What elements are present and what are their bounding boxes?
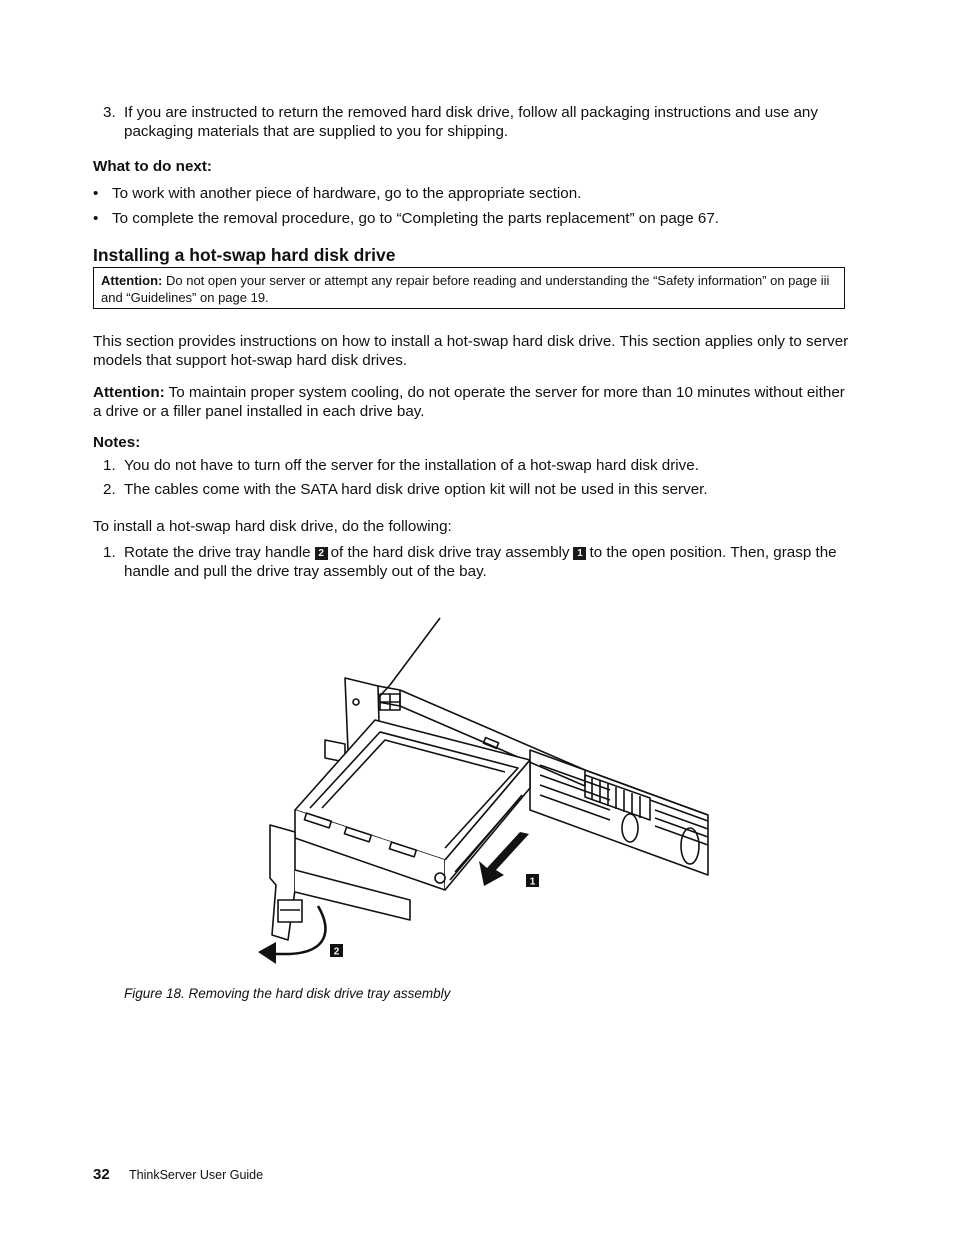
- what-next-heading: What to do next:: [93, 158, 212, 175]
- attention-label: Attention:: [101, 273, 163, 288]
- note-item: [93, 456, 853, 475]
- step-number: 1.: [103, 544, 116, 561]
- bullet-item: [93, 184, 853, 203]
- footer-title: ThinkServer User Guide: [129, 1168, 264, 1182]
- figure-callout-1: 1: [529, 876, 536, 888]
- attention-label: Attention:: [93, 384, 165, 401]
- note-text: The cables come with the SATA hard disk drive option kit will not be used in this server.: [124, 481, 708, 498]
- step-text-b: of the hard disk drive tray assembly: [330, 544, 570, 561]
- callout-badge-2: 2: [315, 547, 328, 560]
- note-item: [93, 480, 853, 499]
- bullet-item: [93, 209, 853, 228]
- bullet-icon: •: [93, 210, 99, 227]
- bullet-text: To work with another piece of hardware, go to the appropriate section.: [112, 185, 582, 202]
- callout-badge-1: 1: [573, 547, 586, 560]
- intro-paragraph: This section provides instructions on how to install a hot-swap hard disk drive. This section applies only to server models that support hot-swap hard disk drives.: [93, 333, 849, 369]
- figure-caption: Figure 18. Removing the hard disk drive tray assembly: [124, 986, 451, 1001]
- step-3: [93, 103, 853, 141]
- step-text-c: to the open position. Then, grasp the handle and pull the drive tray assembly out of the bay.: [124, 544, 837, 580]
- attention-callout: [93, 267, 845, 309]
- notes-heading: Notes:: [93, 434, 141, 451]
- bullet-icon: •: [93, 185, 99, 202]
- step-text-a: Rotate the drive tray handle: [124, 544, 311, 561]
- attention-text: To maintain proper system cooling, do not operate the server for more than 10 minutes without either a drive or a filler panel installed in each drive bay.: [93, 384, 845, 420]
- step-text: If you are instructed to return the removed hard disk drive, follow all packaging instructions and use any packaging materials that are supplied to you for shipping.: [124, 104, 818, 140]
- figure-callout-2: 2: [333, 946, 340, 958]
- bullet-text: To complete the removal procedure, go to “Completing the parts replacement” on page 67.: [112, 210, 719, 227]
- drive-tray-illustration: [250, 610, 720, 970]
- note-text: You do not have to turn off the server for the installation of a hot-swap hard disk drive.: [124, 457, 699, 474]
- procedure-step: [93, 543, 853, 581]
- attention-paragraph: [93, 383, 853, 421]
- step-number: 3.: [103, 104, 116, 121]
- step-text: [124, 543, 853, 581]
- note-number: 2.: [103, 481, 116, 498]
- attention-text: Do not open your server or attempt any repair before reading and understanding the “Safety information” on page iii and “Guidelines” on page 19.: [101, 273, 830, 305]
- page-number: 32: [93, 1166, 110, 1183]
- section-title: Installing a hot-swap hard disk drive: [93, 245, 396, 265]
- note-number: 1.: [103, 457, 116, 474]
- procedure-lead: To install a hot-swap hard disk drive, do the following:: [93, 518, 452, 535]
